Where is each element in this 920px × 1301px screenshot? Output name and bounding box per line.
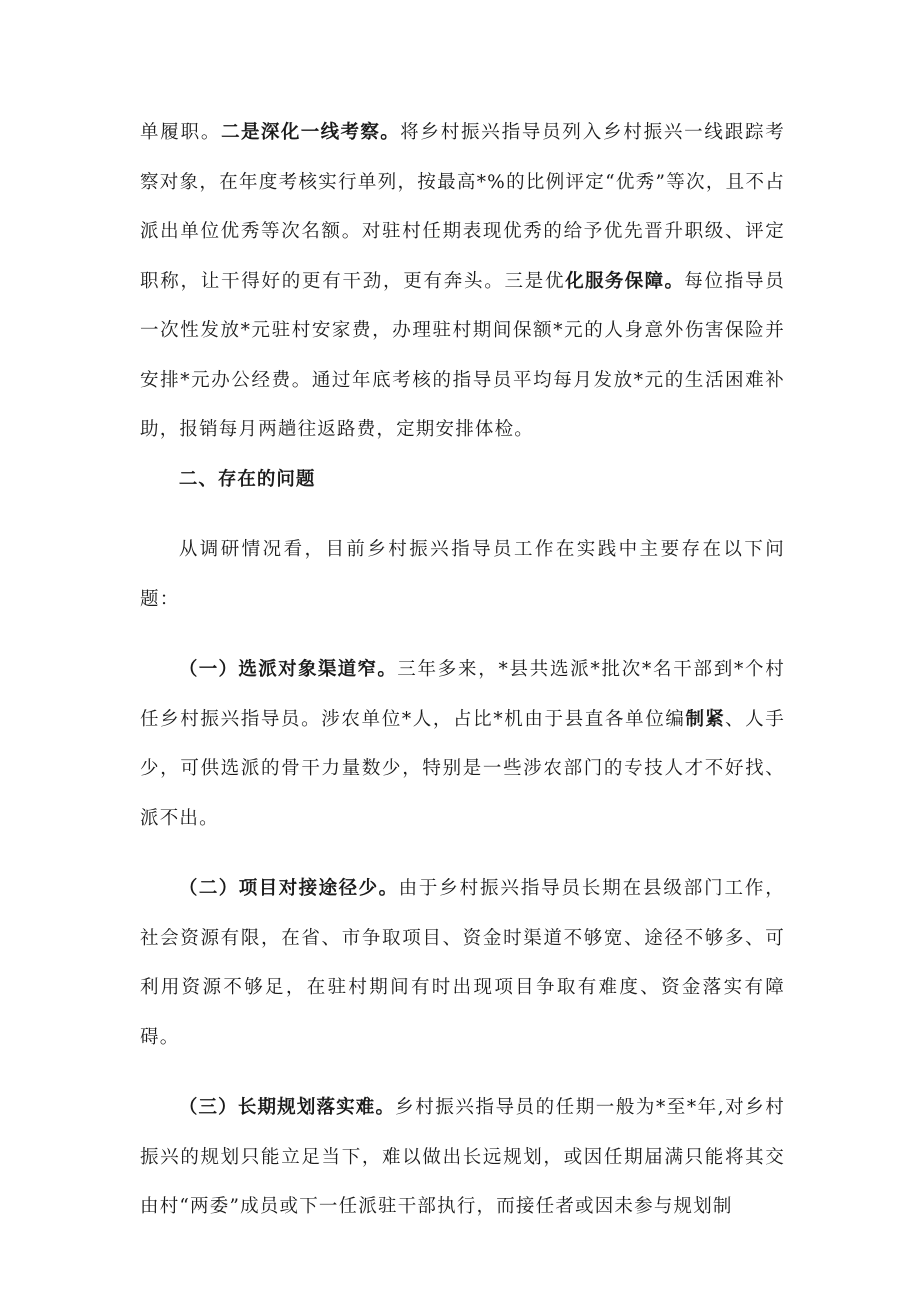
paragraph-text: 每位指导员一次性发放*元驻村安家费，办理驻村期间保额*元的人身意外伤害保险并安排*元办公经费。通过年底考核的指导员平均每月发放*元的生活困难补助，报销每月两趟往返路费，定期安排体检。 (140, 270, 785, 440)
paragraph-support-measures (140, 108, 785, 455)
paragraph-text: 、人手少，可供选派的骨干力量数少，特别是一些涉农部门的专技人才不好找、派不出。 (140, 708, 786, 829)
item-3-title: （三）长期规划落实难。 (178, 1097, 396, 1118)
paragraph-item-1 (140, 645, 785, 843)
item-2-title: （二）项目对接途径少。 (178, 878, 399, 899)
paragraph-item-3 (140, 1083, 785, 1232)
item-1-title: （一）选派对象渠道窄。 (178, 659, 398, 680)
paragraph-text: 三年多来，*县共选派*批次*名干部到*个村任乡村振兴指导员。涉农单位*人，占比*机由于县直各单位编 (140, 659, 785, 730)
paragraph-item-2 (140, 864, 785, 1062)
section-heading-problems: 二、存在的问题 (178, 468, 316, 490)
document-page (140, 108, 785, 1232)
paragraph-text: 由于乡村振兴指导员长期在县级部门工作，社会资源有限，在省、市争取项目、资金时渠道不够宽、途径不够多、可利用资源不够足，在驻村期间有时出现项目争取有难度、资金落实有障碍。 (140, 878, 785, 1048)
bold-phrase-staffing: 制紧 (685, 708, 726, 730)
paragraph-text: 将乡村振兴指导员列入乡村振兴一线跟踪考察对象，在年度考核实行单列，按最高*%的比例评定“优秀”等次，且不占派出单位优秀等次名额。对驻村任期表现优秀的给予优先晋升职级、评定职称，让干得好的更有干劲，更有奔头。三是优 (140, 122, 785, 292)
paragraph-text: 单履职。 (140, 122, 222, 143)
bold-phrase-frontline-inspection: 二是深化一线考察。 (221, 122, 401, 143)
bold-phrase-service-guarantee: 化服务保障。 (565, 270, 685, 292)
paragraph-intro: 从调研情况看，目前乡村振兴指导员工作在实践中主要存在以下问题： (140, 539, 785, 610)
paragraph-text: 乡村振兴指导员的任期一般为*至*年,对乡村振兴的规划只能立足当下，难以做出长远规划，或因任期届满只能将其交由村“两委”成员或下一任派驻干部执行，而接任者或因未参与规划制 (140, 1097, 785, 1217)
